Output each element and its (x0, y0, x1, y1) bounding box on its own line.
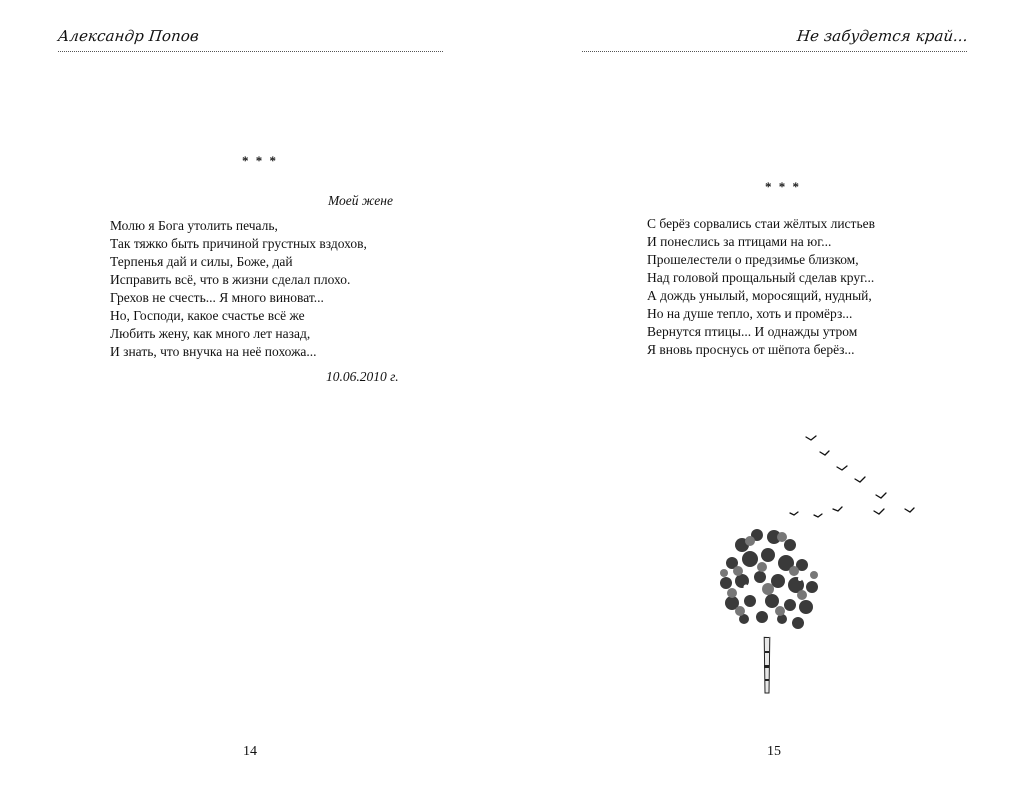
poem-line: Я вновь проснусь от шёпота берёз... (647, 342, 855, 357)
poem-line: Молю я Бога утолить печаль, (110, 218, 278, 233)
birch-tree-with-birds-icon (702, 425, 942, 700)
poem-line: С берёз сорвались стаи жёлтых листьев (647, 216, 875, 231)
poem-line: Над головой прощальный сделав круг... (647, 270, 875, 285)
poem-line: Исправить всё, что в жизни сделал плохо. (110, 272, 351, 287)
section-stars: * * * (242, 153, 278, 168)
running-head-title: Не забудется край... (796, 27, 969, 45)
poem-line: Но, Господи, какое счастье всё же (110, 308, 305, 323)
running-head-author: Александр Попов (57, 27, 200, 45)
tree-canopy (716, 529, 820, 637)
poem-line: Прошелестели о предзимье близком, (647, 252, 859, 267)
right-page (512, 0, 1024, 787)
page-number: 14 (243, 744, 257, 759)
poem-date: 10.06.2010 г. (326, 369, 399, 384)
poem-line: Вернутся птицы... И однажды утром (647, 324, 858, 339)
flying-birds-icon (790, 436, 914, 517)
poem (110, 217, 367, 361)
poem-line: А дождь унылый, моросящий, нудный, (647, 288, 872, 303)
header-rule (58, 51, 443, 52)
poem-line: И знать, что внучка на неё похожа... (110, 344, 317, 359)
poem-line: Грехов не счесть... Я много виноват... (110, 290, 324, 305)
poem-line: Терпенья дай и силы, Боже, дай (110, 254, 293, 269)
poem-line: Но на душе тепло, хоть и промёрз... (647, 306, 853, 321)
section-stars: * * * (765, 179, 801, 194)
poem-line: Так тяжко быть причиной грустных вздохов, (110, 236, 367, 251)
page-number: 15 (767, 744, 781, 759)
dedication: Моей жене (328, 193, 393, 208)
poem (647, 215, 875, 359)
poem-line: Любить жену, как много лет назад, (110, 326, 311, 341)
header-rule (582, 51, 967, 52)
poem-line: И понеслись за птицами на юг... (647, 234, 832, 249)
